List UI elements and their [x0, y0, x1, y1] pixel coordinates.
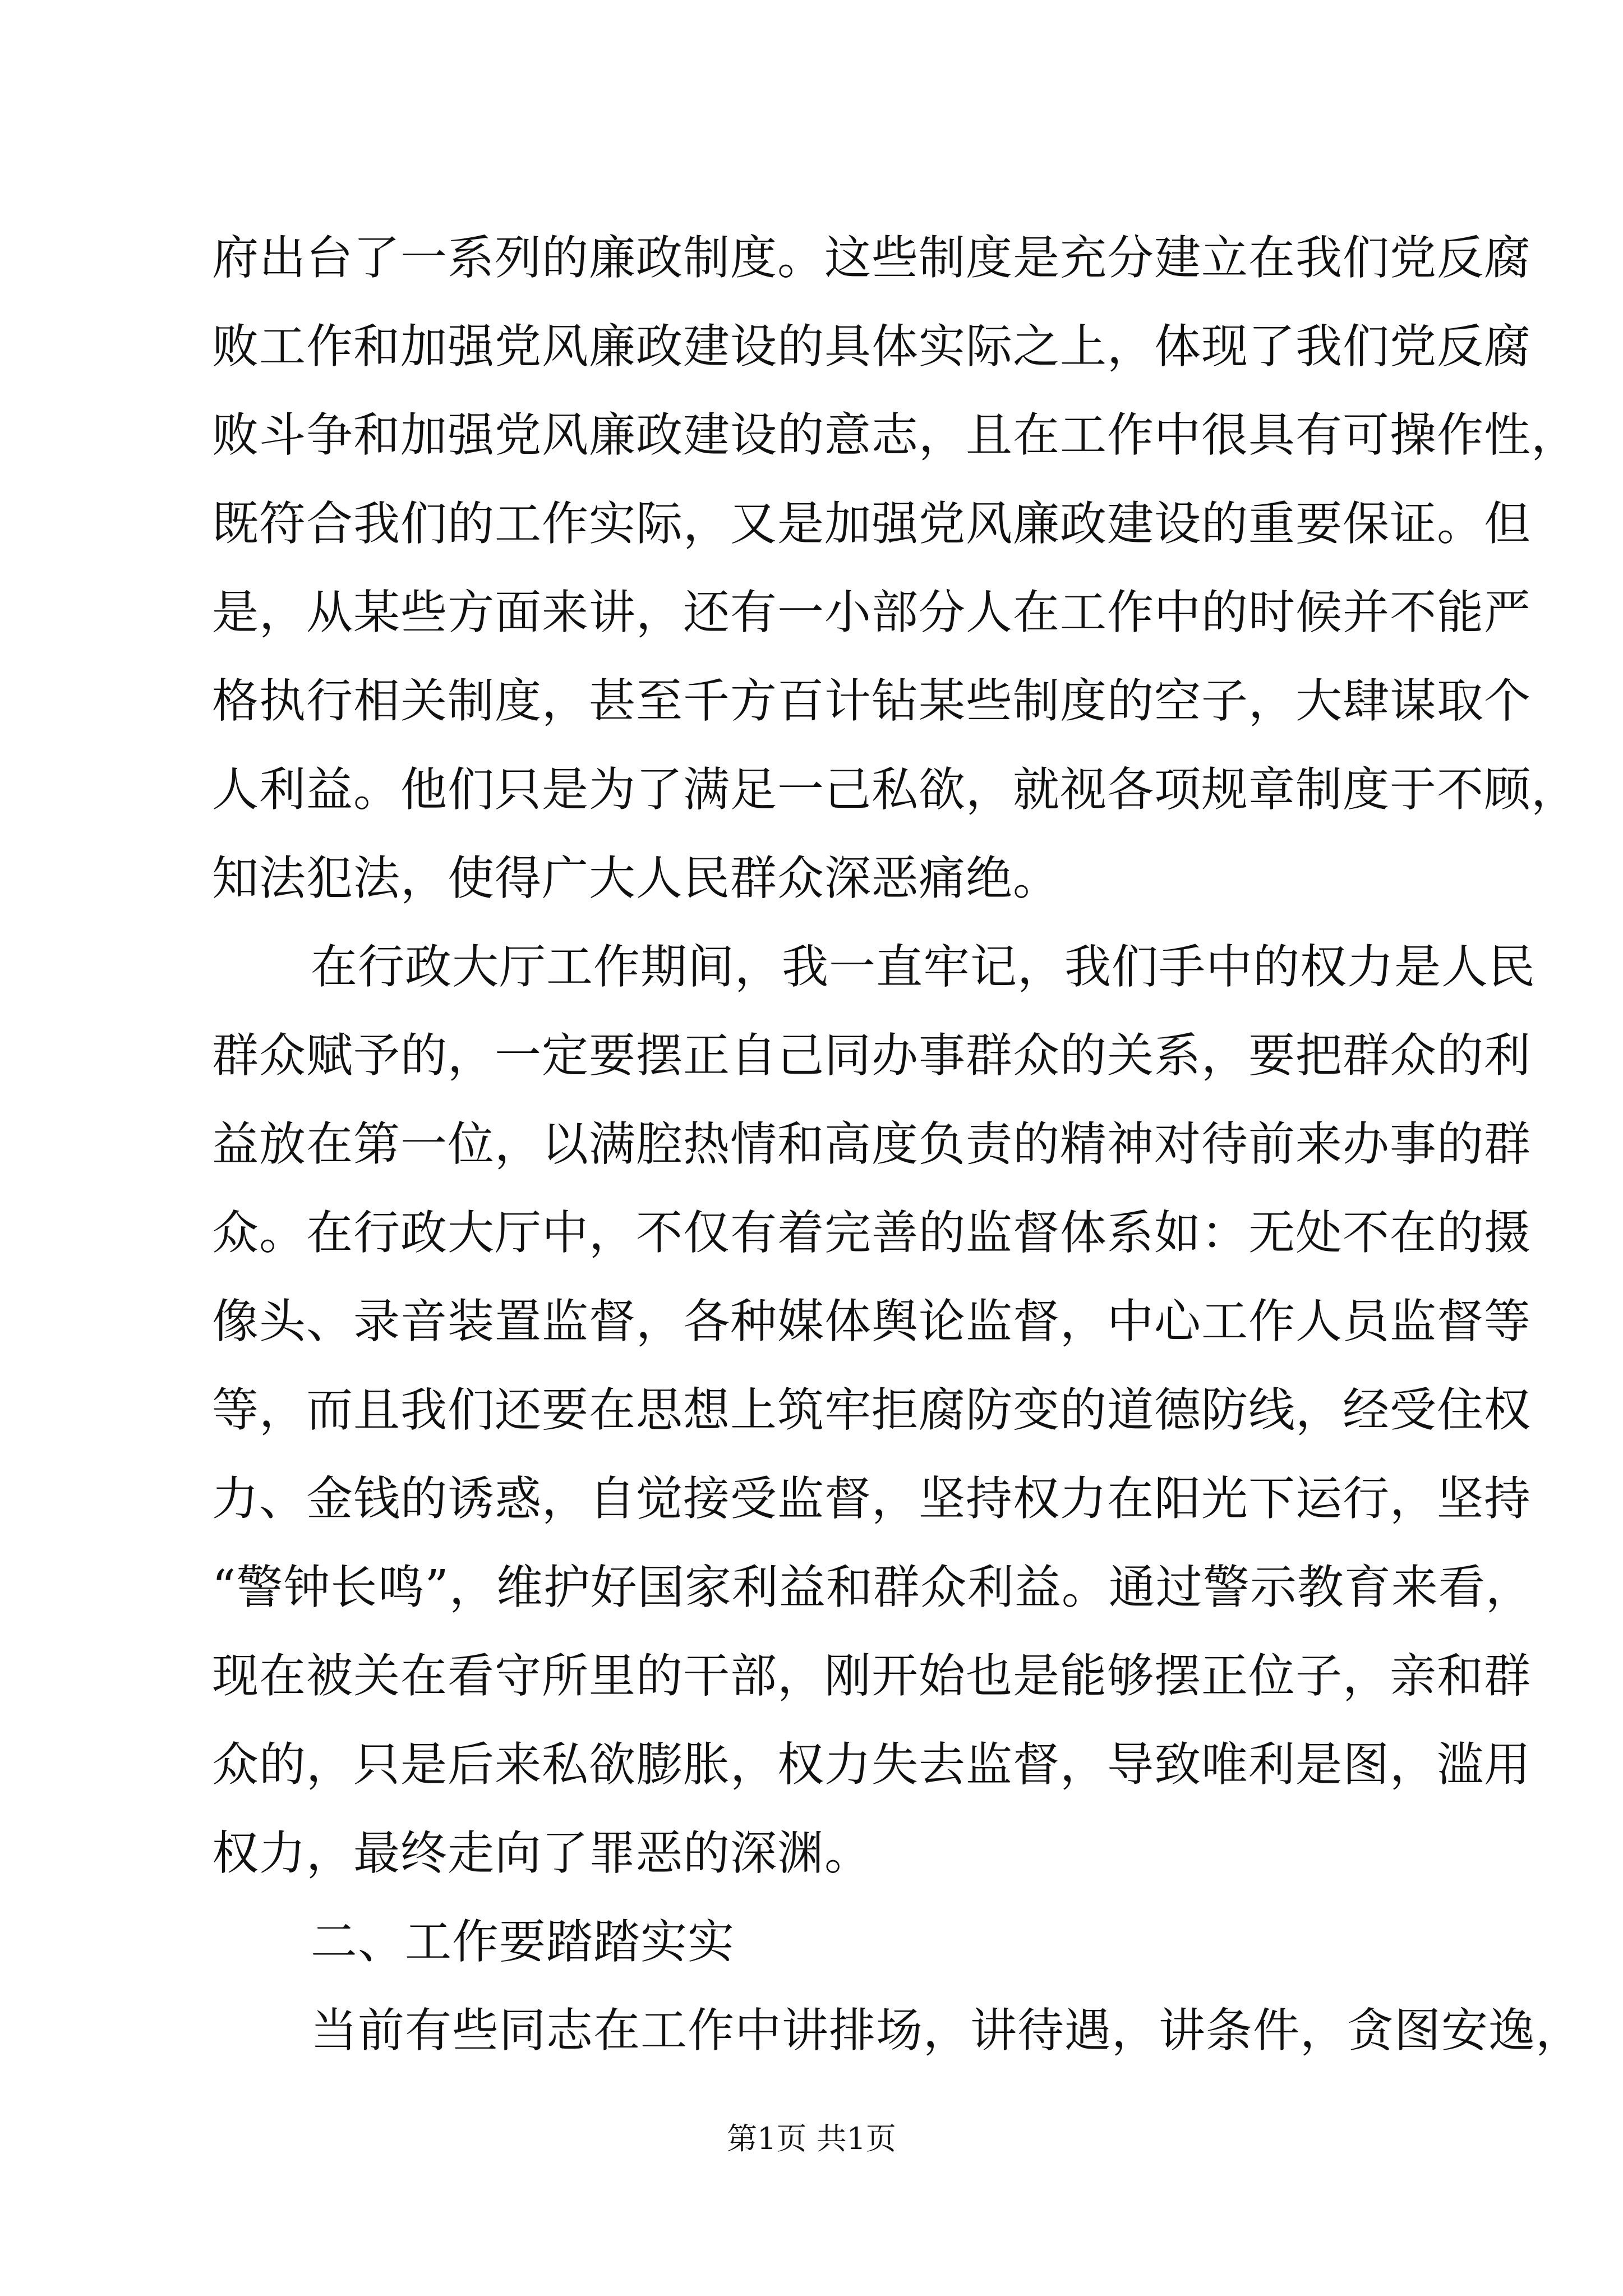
- text-line: 府出台了一系列的廉政制度。这些制度是充分建立在我们党反腐: [212, 231, 1531, 285]
- text-line: 格执行相关制度，甚至千方百计钻某些制度的空子，大肆谋取个: [212, 674, 1531, 728]
- text-line: 益放在第一位，以满腔热情和高度负责的精神对待前来办事的群: [212, 1117, 1531, 1171]
- text-line: 等，而且我们还要在思想上筑牢拒腐防变的道德防线，经受住权: [212, 1383, 1531, 1437]
- paragraph-start-line: 当前有些同志在工作中讲排场，讲待遇，讲条件，贪图安逸，: [311, 2003, 1583, 2058]
- text-line: 败斗争和加强党风廉政建设的意志，且在工作中很具有可操作性，: [212, 408, 1578, 462]
- text-line: 权力，最终走向了罪恶的深渊。: [212, 1826, 872, 1880]
- text-line: 众的，只是后来私欲膨胀，权力失去监督，导致唯利是图，滥用: [212, 1737, 1531, 1792]
- paragraph-start-line: 在行政大厅工作期间，我一直牢记，我们手中的权力是人民: [311, 940, 1536, 994]
- text-line: 败工作和加强党风廉政建设的具体实际之上，体现了我们党反腐: [212, 319, 1531, 374]
- text-line: 像头、录音装置监督，各种媒体舆论监督，中心工作人员监督等: [212, 1294, 1531, 1349]
- page-footer: 第1页 共1页: [727, 2121, 896, 2156]
- text-line: 众。在行政大厅中，不仅有着完善的监督体系如：无处不在的摄: [212, 1205, 1531, 1260]
- text-line: “警钟长鸣”，维护好国家利益和群众利益。通过警示教育来看，: [212, 1560, 1533, 1614]
- text-line: 力、金钱的诱惑，自觉接受监督，坚持权力在阳光下运行，坚持: [212, 1471, 1531, 1526]
- text-line: 知法犯法，使得广大人民群众深恶痛绝。: [212, 851, 1060, 905]
- text-line: 是，从某些方面来讲，还有一小部分人在工作中的时候并不能严: [212, 585, 1531, 639]
- text-line: 人利益。他们只是为了满足一己私欲，就视各项规章制度于不顾，: [212, 762, 1578, 817]
- text-line: 群众赋予的，一定要摆正自己同办事群众的关系，要把群众的利: [212, 1028, 1531, 1083]
- text-line: 现在被关在看守所里的干部，刚开始也是能够摆正位子，亲和群: [212, 1649, 1531, 1703]
- section-heading: 二、工作要踏踏实实: [311, 1915, 735, 1969]
- document-body: [212, 231, 1583, 2096]
- text-line: 既符合我们的工作实际，又是加强党风廉政建设的重要保证。但: [212, 496, 1531, 551]
